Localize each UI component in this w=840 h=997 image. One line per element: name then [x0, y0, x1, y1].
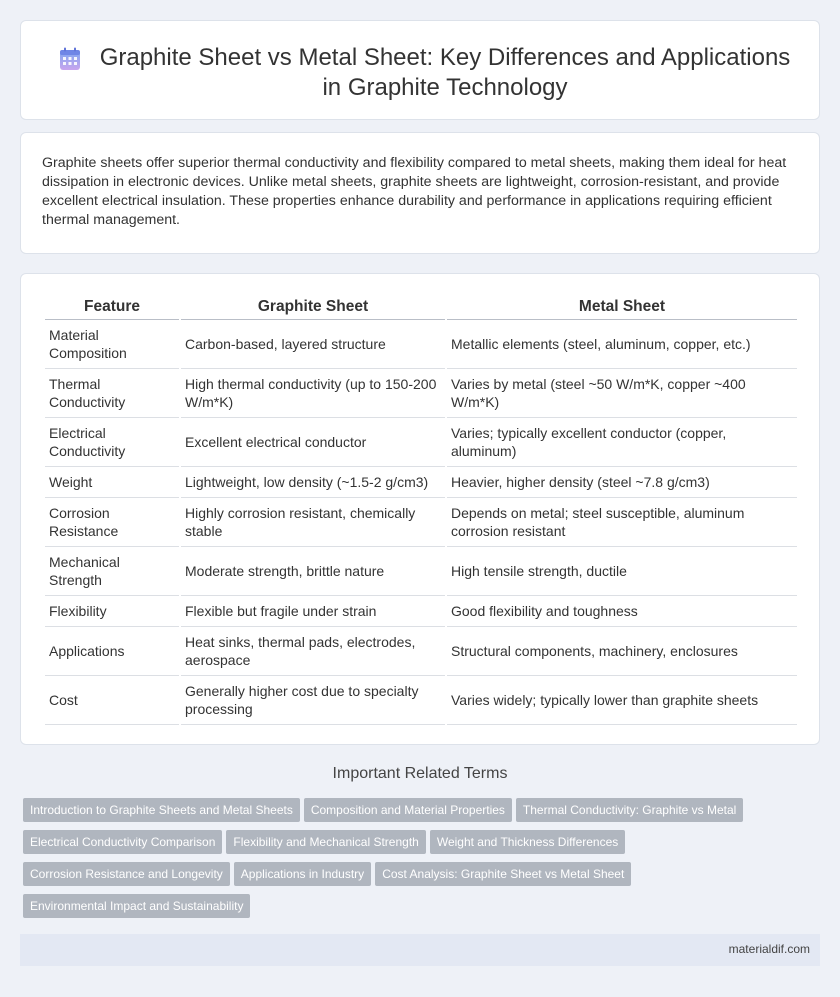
table-header-row	[45, 295, 797, 320]
graphite-cell: Excellent electrical conductor	[181, 418, 445, 467]
table-row	[45, 596, 797, 627]
graphite-cell: Heat sinks, thermal pads, electrodes, aerospace	[181, 627, 445, 676]
metal-cell: Heavier, higher density (steel ~7.8 g/cm3)	[447, 467, 797, 498]
related-terms-tags	[23, 798, 803, 926]
intro-paragraph: Graphite sheets offer superior thermal conductivity and flexibility compared to metal sheets, making them ideal for heat dissipation in electronic devices. Unlike metal sheets, graphite sheets are lightweight, corrosion-resistant, and provide excellent electrical insulation. These properties enhance durability and performance in applications requiring efficient thermal management.	[42, 155, 787, 228]
feature-cell: Corrosion Resistance	[45, 498, 179, 547]
table-row	[45, 547, 797, 596]
header-metal-sheet: Metal Sheet	[447, 295, 797, 320]
intro-card	[20, 132, 820, 254]
graphite-cell: High thermal conductivity (up to 150-200 W/m*K)	[181, 369, 445, 418]
graphite-cell: Generally higher cost due to specialty processing	[181, 676, 445, 725]
feature-cell: Weight	[45, 467, 179, 498]
feature-cell: Flexibility	[45, 596, 179, 627]
feature-cell: Material Composition	[45, 320, 179, 369]
related-term-tag[interactable]: Corrosion Resistance and Longevity	[23, 862, 230, 886]
metal-cell: High tensile strength, ductile	[447, 547, 797, 596]
graphite-cell: Carbon-based, layered structure	[181, 320, 445, 369]
graphite-cell: Moderate strength, brittle nature	[181, 547, 445, 596]
page-title: Graphite Sheet vs Metal Sheet: Key Differences and Applications in Graphite Technology	[99, 44, 791, 101]
related-term-tag[interactable]: Applications in Industry	[234, 862, 371, 886]
related-term-tag[interactable]: Flexibility and Mechanical Strength	[226, 830, 425, 854]
metal-cell: Metallic elements (steel, aluminum, copper, etc.)	[447, 320, 797, 369]
related-term-tag[interactable]: Weight and Thickness Differences	[430, 830, 625, 854]
table-row	[45, 627, 797, 676]
metal-cell: Depends on metal; steel susceptible, aluminum corrosion resistant	[447, 498, 797, 547]
feature-cell: Electrical Conductivity	[45, 418, 179, 467]
header-feature: Feature	[45, 295, 179, 320]
related-term-tag[interactable]: Electrical Conductivity Comparison	[23, 830, 222, 854]
footer	[20, 934, 820, 966]
metal-cell: Varies; typically excellent conductor (copper, aluminum)	[447, 418, 797, 467]
table-row	[45, 676, 797, 725]
title-card	[20, 20, 820, 120]
feature-cell: Thermal Conductivity	[45, 369, 179, 418]
metal-cell: Varies by metal (steel ~50 W/m*K, copper ~400 W/m*K)	[447, 369, 797, 418]
footer-site-link[interactable]: materialdif.com	[728, 942, 810, 956]
related-term-tag[interactable]: Cost Analysis: Graphite Sheet vs Metal Sheet	[375, 862, 631, 886]
graphite-cell: Flexible but fragile under strain	[181, 596, 445, 627]
feature-cell: Applications	[45, 627, 179, 676]
graphite-cell: Highly corrosion resistant, chemically stable	[181, 498, 445, 547]
graphite-cell: Lightweight, low density (~1.5-2 g/cm3)	[181, 467, 445, 498]
table-row	[45, 320, 797, 369]
header-graphite-sheet: Graphite Sheet	[181, 295, 445, 320]
related-term-tag[interactable]: Thermal Conductivity: Graphite vs Metal	[516, 798, 743, 822]
related-term-tag[interactable]: Composition and Material Properties	[304, 798, 512, 822]
related-term-tag[interactable]: Environmental Impact and Sustainability	[23, 894, 250, 918]
table-row	[45, 498, 797, 547]
related-terms-title: Important Related Terms	[332, 765, 508, 782]
table-row	[45, 369, 797, 418]
table-row	[45, 467, 797, 498]
metal-cell: Structural components, machinery, enclosures	[447, 627, 797, 676]
metal-cell: Good flexibility and toughness	[447, 596, 797, 627]
comparison-table	[43, 295, 799, 725]
feature-cell: Cost	[45, 676, 179, 725]
metal-cell: Varies widely; typically lower than graphite sheets	[447, 676, 797, 725]
feature-cell: Mechanical Strength	[45, 547, 179, 596]
related-term-tag[interactable]: Introduction to Graphite Sheets and Metal Sheets	[23, 798, 300, 822]
comparison-table-card	[20, 273, 820, 745]
table-row	[45, 418, 797, 467]
